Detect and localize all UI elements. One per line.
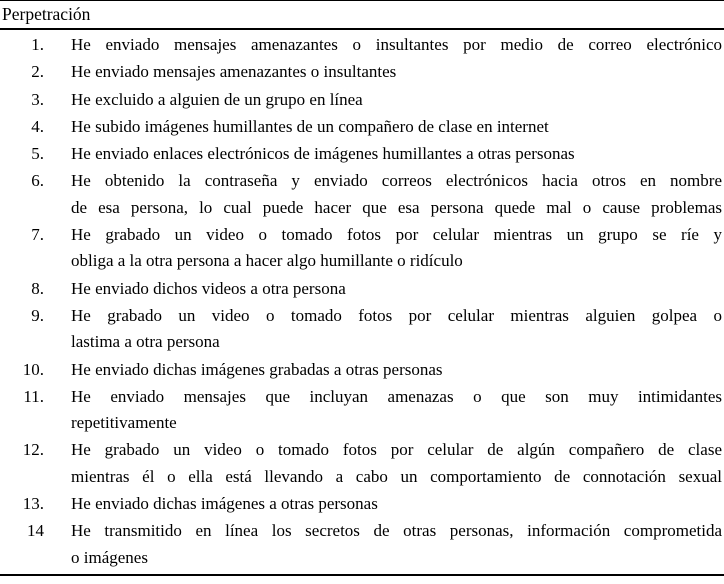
item-row (0, 114, 724, 140)
item-number: 2. (31, 62, 44, 82)
item-row (0, 32, 724, 58)
item-line: He grabado un video o tomado fotos por celular mientras alguien golpea o (71, 305, 722, 325)
item-line: o imágenes (71, 547, 148, 567)
item-line: He enviado mensajes amenazantes o insultantes (71, 62, 397, 82)
item-number: 1. (31, 35, 44, 54)
item-line: He enviado dichos videos a otra persona (71, 278, 346, 298)
item-row (0, 357, 724, 383)
item-line: He enviado dichas imágenes a otras personas (71, 494, 378, 514)
item-number: 8. (31, 278, 44, 298)
item-line: He grabado un video o tomado fotos por celular mientras un grupo se ríe y (71, 225, 722, 245)
item-line: He enviado mensajes amenazantes o insultantes por medio de correo electrónico (71, 35, 722, 54)
item-line: He enviado mensajes que incluyan amenazas o que son muy intimidantes (71, 386, 722, 406)
item-text (71, 168, 722, 221)
item-number: 14 (27, 521, 44, 541)
item-line: de esa persona, lo cual puede hacer que esa persona quede mal o cause problemas (71, 197, 722, 217)
item-line: mientras él o ella está llevando a cabo un comportamiento de connotación sexual (71, 466, 722, 486)
table-title: Perpetración (0, 1, 724, 30)
item-text (71, 222, 722, 275)
item-row (0, 141, 724, 167)
item-line: He transmitido en línea los secretos de otras personas, información comprometida (71, 521, 722, 541)
item-row (0, 437, 724, 490)
item-line: He enviado dichas imágenes grabadas a otras personas (71, 359, 443, 379)
item-text (71, 114, 722, 140)
item-number: 3. (31, 89, 44, 109)
item-number: 10. (22, 359, 44, 379)
item-number: 13. (22, 494, 44, 514)
item-line: lastima a otra persona (71, 332, 220, 352)
item-text (71, 59, 722, 85)
item-text (71, 276, 722, 302)
item-text (71, 303, 722, 356)
item-text (71, 141, 722, 167)
item-row (0, 518, 724, 571)
item-list (0, 30, 724, 576)
item-number: 11. (23, 386, 44, 406)
item-row (0, 491, 724, 517)
item-number: 5. (31, 144, 44, 164)
item-number: 9. (31, 305, 44, 325)
item-line: He subido imágenes humillantes de un compañero de clase en internet (71, 116, 549, 136)
item-line: He grabado un video o tomado fotos por celular de algún compañero de clase (71, 440, 722, 460)
item-row (0, 168, 724, 221)
item-text (71, 491, 722, 517)
item-row (0, 222, 724, 275)
item-line: repetitivamente (71, 413, 177, 433)
item-text (71, 384, 722, 437)
item-text (71, 357, 722, 383)
item-row (0, 276, 724, 302)
item-row (0, 87, 724, 113)
item-number: 12. (22, 440, 44, 460)
item-line: He excluido a alguien de un grupo en línea (71, 89, 363, 109)
item-text (71, 518, 722, 571)
item-line: He obtenido la contraseña y enviado correos electrónicos hacia otros en nombre (71, 171, 722, 191)
item-row (0, 59, 724, 85)
item-row (0, 384, 724, 437)
item-text (71, 32, 722, 58)
item-text (71, 87, 722, 113)
item-number: 6. (31, 171, 44, 191)
item-row (0, 303, 724, 356)
item-line: obliga a la otra persona a hacer algo humillante o ridículo (71, 251, 463, 271)
item-line: He enviado enlaces electrónicos de imágenes humillantes a otras personas (71, 144, 575, 164)
item-number: 7. (31, 225, 44, 245)
item-number: 4. (31, 116, 44, 136)
item-text (71, 437, 722, 490)
